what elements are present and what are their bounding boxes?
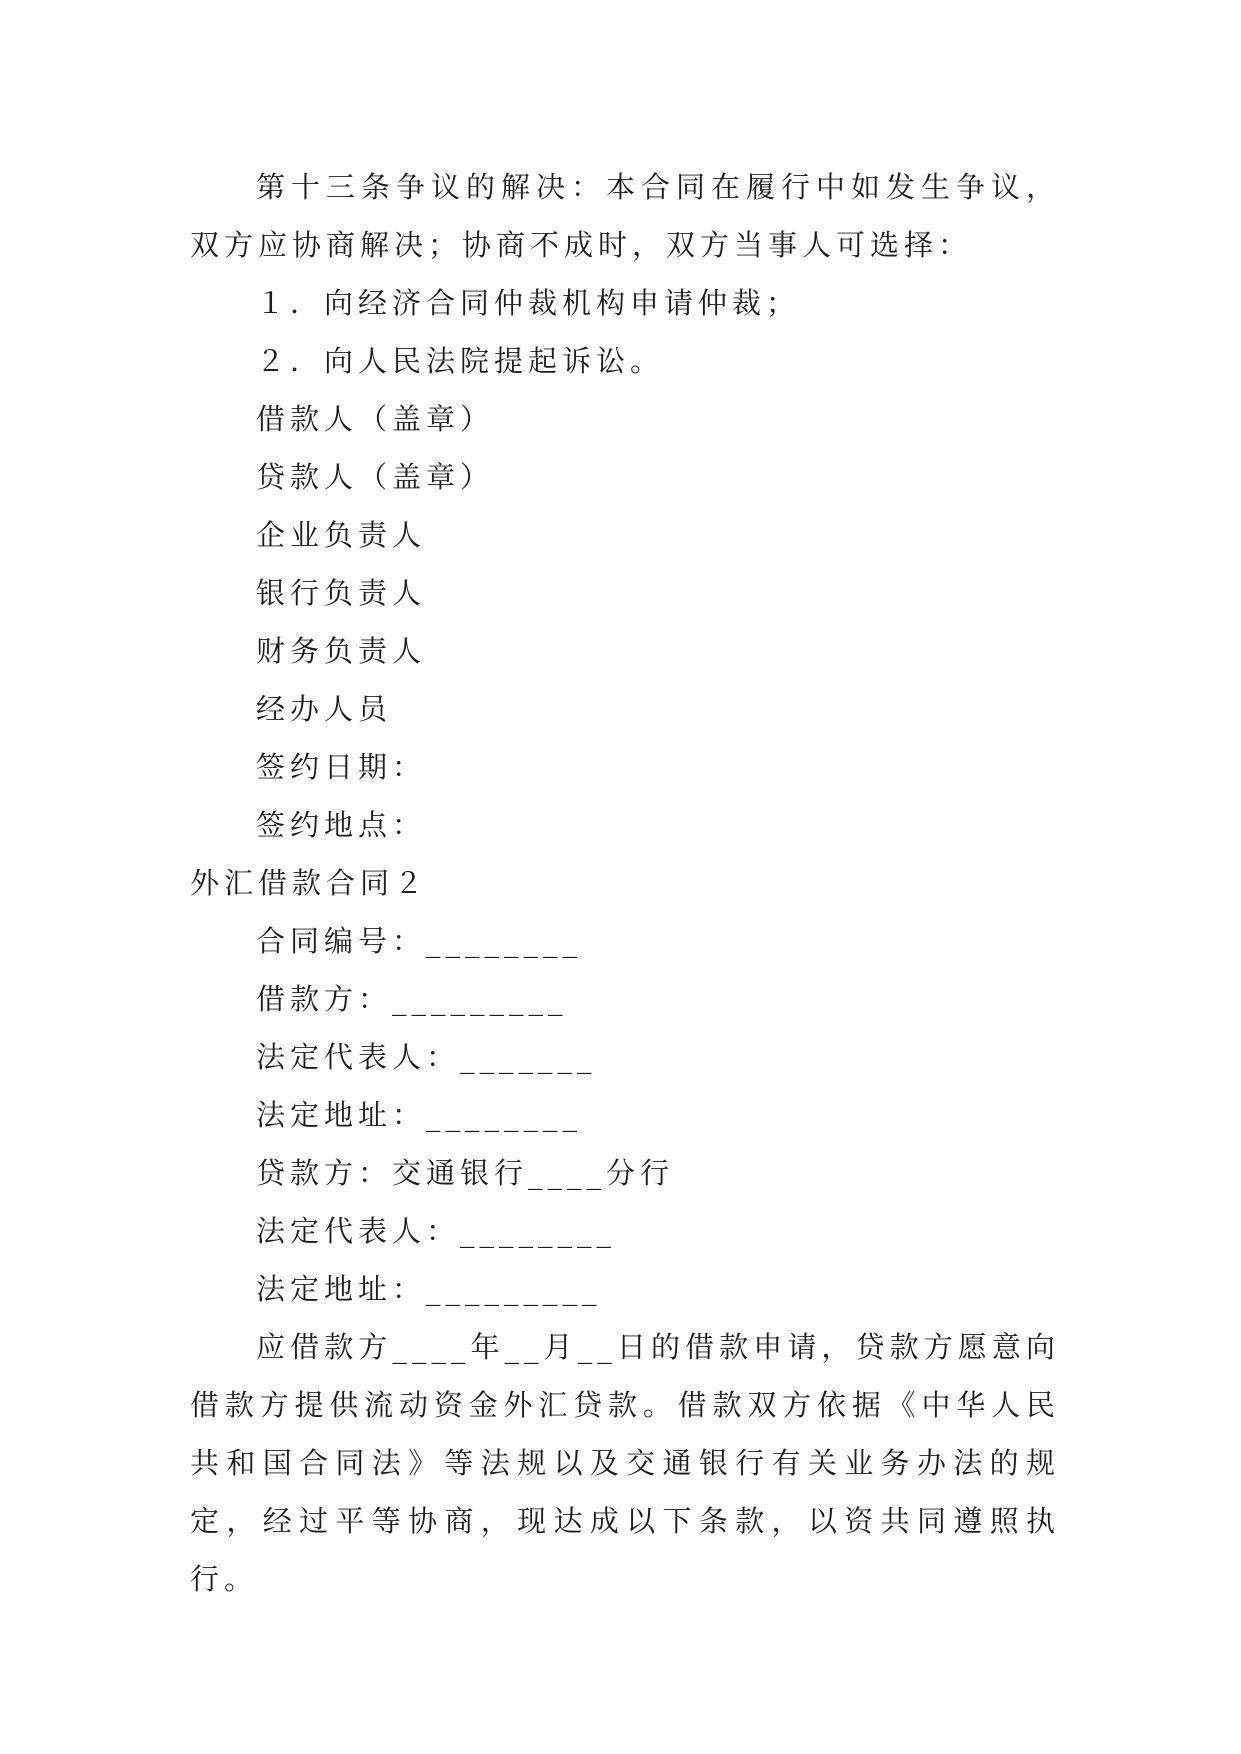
signature-handler: 经办人员 (256, 692, 393, 726)
dispute-resolution-clause: 第十三条争议的解决：本合同在履行中如发生争议，双方应协商解决；协商不成时，双方当事人可选择： (190, 170, 1060, 262)
field-lender-address: 法定地址：_________ (256, 1272, 602, 1306)
signing-place: 签约地点： (256, 808, 427, 842)
dispute-option-arbitration: １．向经济合同仲裁机构申请仲裁； (256, 286, 801, 320)
field-borrower-legal-rep: 法定代表人：_______ (256, 1040, 597, 1074)
signature-bank-head: 银行负责人 (256, 576, 427, 610)
signature-lender: 贷款人（盖章） (256, 460, 495, 494)
dispute-option-litigation: ２．向人民法院提起诉讼。 (256, 344, 665, 378)
contract-2-title: 外汇借款合同２ (190, 866, 429, 900)
document-body (190, 158, 1060, 1608)
signature-borrower: 借款人（盖章） (256, 402, 495, 436)
field-lender: 贷款方：交通银行____分行 (256, 1156, 675, 1190)
field-contract-number: 合同编号：________ (256, 924, 583, 958)
signing-date: 签约日期： (256, 750, 427, 784)
field-borrower: 借款方：_________ (256, 982, 568, 1016)
field-borrower-address: 法定地址：________ (256, 1098, 583, 1132)
signature-finance-head: 财务负责人 (256, 634, 427, 668)
signature-enterprise-head: 企业负责人 (256, 518, 427, 552)
field-lender-legal-rep: 法定代表人：________ (256, 1214, 617, 1248)
contract-preamble: 应借款方____年__月__日的借款申请，贷款方愿意向借款方提供流动资金外汇贷款。借款双方依据《中华人民共和国合同法》等法规以及交通银行有关业务办法的规定，经过平等协商，现达成以下条款，以资共同遵照执行。 (190, 1330, 1060, 1596)
